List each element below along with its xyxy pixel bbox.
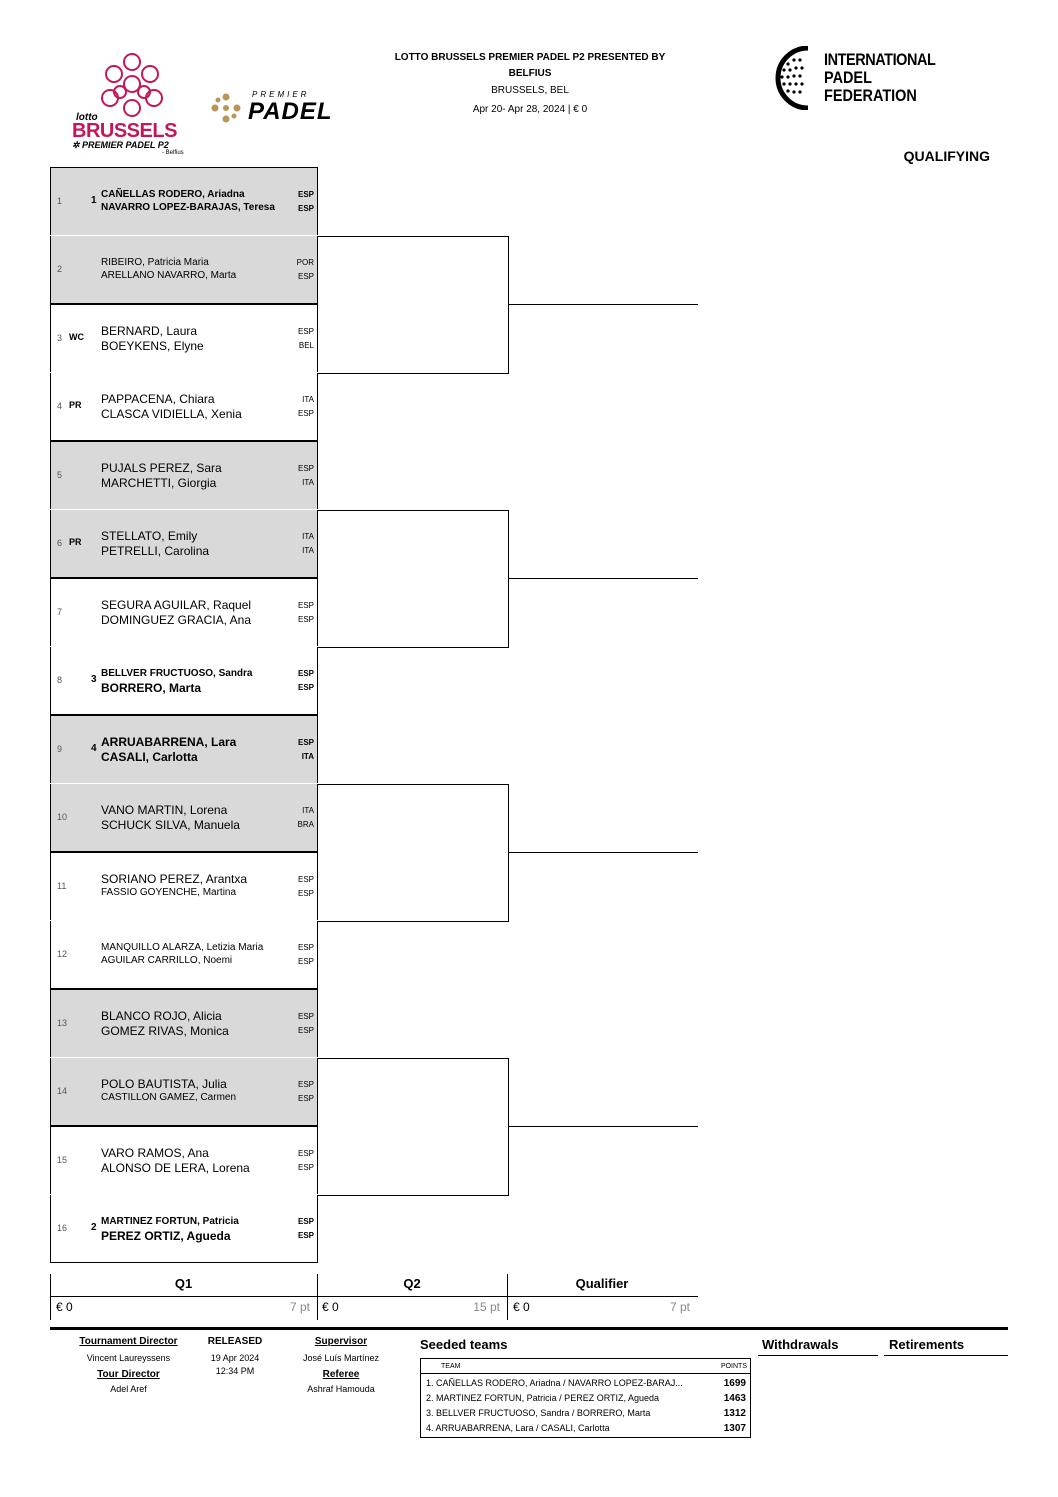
round-q1-points: 7 pt — [289, 1300, 310, 1314]
seeded-points: 1699 — [723, 1378, 746, 1389]
tour-director-label: Tour Director — [97, 1369, 160, 1380]
tournament-title-line2: BELFIUS — [508, 68, 552, 79]
player-name: MARCHETTI, Giorgia — [101, 476, 217, 490]
seed-number: 1 — [91, 195, 97, 206]
draw-slot — [50, 236, 318, 304]
player-name: RIBEIRO, Patricia Maria — [101, 256, 209, 268]
draw-slot — [50, 578, 318, 646]
player-name: PEREZ ORTIZ, Agueda — [101, 1228, 231, 1243]
brussels-logo-text-brussels: BRUSSELS — [72, 120, 177, 142]
player-name: MANQUILLO ALARZA, Letizia Maria — [101, 941, 264, 953]
player-country: ESP — [297, 942, 314, 952]
player-name: CASALI, Carlotta — [101, 750, 198, 764]
footer-divider — [50, 1327, 1008, 1330]
brussels-logo-text-belfius: - Belfius — [162, 150, 184, 156]
player-country: ESP — [297, 738, 314, 747]
seeded-team: 3. BELLVER FRUCTUOSO, Sandra / BORRERO, Marta — [426, 1408, 651, 1418]
seeded-team-col-header: TEAM — [441, 1363, 461, 1370]
player-name: GOMEZ RIVAS, Monica — [101, 1024, 229, 1038]
player-country: ESP — [297, 327, 314, 336]
player-name: NAVARRO LOPEZ-BARAJAS, Teresa — [101, 202, 275, 213]
player-country: BRA — [297, 819, 314, 829]
seeded-team: 4. ARRUABARRENA, Lara / CASALI, Carlotta — [426, 1423, 610, 1433]
round-q2-header: Q2 — [403, 1276, 421, 1291]
draw-position: 16 — [57, 1222, 68, 1233]
player-name: STELLATO, Emily — [101, 528, 198, 543]
seeded-points: 1312 — [723, 1408, 746, 1419]
released-label: RELEASED — [207, 1336, 263, 1347]
premier-padel-logo — [208, 88, 358, 128]
entry-type: PR — [69, 536, 82, 547]
seeded-team: 1. CAÑELLAS RODERO, Ariadna / NAVARRO LOPEZ-BARAJ... — [426, 1378, 683, 1388]
draw-slot — [50, 715, 318, 783]
entry-type: PR — [69, 399, 82, 410]
draw-position: 8 — [57, 674, 63, 685]
draw-slot — [50, 304, 318, 372]
player-name: SEGURA AGUILAR, Raquel — [101, 598, 252, 612]
player-name: BOEYKENS, Elyne — [101, 339, 204, 353]
draw-slot — [50, 784, 318, 852]
draw-slot — [50, 989, 318, 1057]
round-q2-prize: € 0 — [322, 1300, 339, 1314]
player-country: ESP — [297, 1079, 314, 1089]
referee-name: Ashraf Hamouda — [307, 1384, 375, 1394]
draw-position: 13 — [57, 1018, 68, 1028]
player-name: DOMINGUEZ GRACIA, Ana — [101, 613, 252, 627]
seed-number: 4 — [91, 743, 97, 754]
player-country: ITA — [302, 805, 314, 815]
entry-type: WC — [69, 332, 84, 342]
qualifier-line — [508, 304, 698, 305]
player-country: ESP — [297, 271, 314, 281]
player-name: SCHUCK SILVA, Manuela — [101, 817, 240, 832]
player-name: BLANCO ROJO, Alicia — [101, 1009, 222, 1023]
player-country: ESP — [297, 1216, 314, 1226]
brussels-logo — [70, 52, 200, 162]
player-name: VARO RAMOS, Ana — [101, 1146, 209, 1160]
qualifier-line — [508, 1126, 698, 1127]
round-qualifier-prize: € 0 — [513, 1300, 530, 1314]
draw-position: 6 — [57, 537, 63, 548]
q2-slot-line — [317, 647, 509, 648]
player-country: ESP — [297, 1012, 314, 1021]
seeded-points: 1463 — [723, 1393, 746, 1404]
player-name: AGUILAR CARRILLO, Noemi — [101, 954, 233, 966]
draw-stage-label: QUALIFYING — [903, 148, 990, 164]
player-country: BEL — [298, 341, 314, 350]
draw-position: 9 — [57, 744, 63, 754]
player-country: POR — [296, 257, 314, 267]
round-qualifier-points: 7 pt — [669, 1300, 690, 1314]
player-country: ESP — [297, 1026, 314, 1035]
player-country: ESP — [297, 464, 314, 473]
player-name: MARTINEZ FORTUN, Patricia — [101, 1215, 239, 1227]
withdrawals-title: Withdrawals — [762, 1337, 839, 1352]
draw-position: 4 — [57, 400, 63, 411]
retirements-title: Retirements — [889, 1337, 965, 1352]
ipf-ball-icon — [770, 46, 820, 110]
tournament-title-line1: LOTTO BRUSSELS PREMIER PADEL P2 PRESENTED BY — [394, 52, 666, 63]
ipf-logo — [770, 46, 940, 112]
q2-slot-line — [317, 510, 509, 511]
brussels-logo-text-premier: ✲ PREMIER PADEL P2 — [72, 140, 169, 150]
draw-slot — [50, 510, 318, 578]
draw-position: 1 — [57, 196, 63, 206]
player-name: PAPPACENA, Chiara — [101, 391, 215, 406]
player-name: PUJALS PEREZ, Sara — [101, 461, 222, 475]
player-name: CAÑELLAS RODERO, Ariadna — [101, 189, 245, 200]
q2-slot-line — [317, 1195, 509, 1196]
seeded-teams-table — [420, 1358, 751, 1438]
player-name: ARELLANO NAVARRO, Marta — [101, 269, 237, 281]
player-name: CASTILLON GAMEZ, Carmen — [101, 1091, 237, 1103]
player-name: POLO BAUTISTA, Julia — [101, 1076, 227, 1091]
draw-position: 5 — [57, 470, 63, 480]
player-country: ITA — [302, 394, 314, 404]
draw-slot — [50, 1058, 318, 1126]
player-country: ESP — [297, 668, 314, 678]
draw-slot — [50, 647, 318, 715]
draw-position: 11 — [57, 881, 67, 891]
draw-position: 14 — [57, 1085, 68, 1096]
player-country: ESP — [297, 1093, 314, 1103]
round-q2-points: 15 pt — [473, 1300, 500, 1314]
qualifier-line — [508, 578, 698, 579]
player-name: ARRUABARRENA, Lara — [101, 735, 237, 749]
q2-slot-line — [317, 1058, 509, 1059]
tournament-location: BRUSSELS, BEL — [491, 85, 569, 96]
player-name: SORIANO PEREZ, Arantxa — [101, 872, 248, 886]
player-country: ESP — [297, 408, 314, 418]
player-name: PETRELLI, Carolina — [101, 543, 210, 558]
premier-padel-big-text: PADEL — [248, 98, 333, 125]
seed-number: 3 — [91, 673, 97, 685]
draw-slot — [50, 921, 318, 989]
premier-padel-small-text: PREMIER — [252, 90, 310, 99]
player-name: FASSIO GOYENCHE, Martina — [101, 887, 237, 898]
draw-position: 2 — [57, 263, 63, 274]
player-name: BERNARD, Laura — [101, 324, 198, 338]
tournament-director-label: Tournament Director — [79, 1336, 178, 1347]
tour-director-name: Adel Aref — [110, 1384, 147, 1394]
tournament-director-name: Vincent Laureyssens — [86, 1353, 171, 1363]
ipf-text-line2: PADEL — [824, 68, 872, 87]
player-country: ESP — [297, 615, 314, 624]
player-country: ESP — [297, 1163, 314, 1172]
round-q1-prize: € 0 — [56, 1300, 73, 1314]
tournament-title — [360, 50, 700, 82]
player-name: CLASCA VIDIELLA, Xenia — [101, 406, 242, 421]
tournament-dates: Apr 20- Apr 28, 2024 | € 0 — [472, 104, 588, 115]
player-country: ITA — [302, 478, 314, 487]
player-country: ESP — [297, 682, 314, 692]
player-country: ESP — [297, 190, 314, 199]
player-name: BELLVER FRUCTUOSO, Sandra — [101, 667, 253, 679]
player-country: ESP — [297, 1230, 314, 1240]
q2-slot-line — [317, 373, 509, 374]
seeded-team: 2. MARTINEZ FORTUN, Patricia / PEREZ ORTIZ, Agueda — [426, 1393, 660, 1403]
supervisor-name: José Luís Martínez — [302, 1353, 380, 1363]
ipf-text-line1: INTERNATIONAL — [824, 50, 936, 69]
player-country: ITA — [301, 752, 314, 761]
seed-number: 2 — [91, 1221, 97, 1233]
q2-slot-line — [317, 921, 509, 922]
round-q1-header: Q1 — [174, 1276, 193, 1291]
released-date: 19 Apr 2024 — [210, 1353, 260, 1363]
draw-slot — [50, 1126, 318, 1194]
seeded-points: 1307 — [723, 1423, 746, 1434]
player-country: ESP — [297, 956, 314, 966]
supervisor-label: Supervisor — [314, 1336, 368, 1347]
player-country: ITA — [302, 545, 314, 555]
player-name: ALONSO DE LERA, Lorena — [101, 1161, 250, 1175]
player-name: BORRERO, Marta — [101, 680, 202, 695]
brussels-logo-text-lotto: lotto — [76, 112, 98, 123]
released-time: 12:34 PM — [215, 1366, 255, 1376]
q2-slot-line — [317, 784, 509, 785]
player-country: ESP — [297, 875, 314, 884]
draw-position: 3 — [57, 333, 63, 343]
draw-slot — [50, 167, 318, 235]
draw-slot — [50, 852, 318, 920]
draw-position: 12 — [57, 948, 68, 959]
draw-position: 15 — [57, 1155, 68, 1165]
player-country: ITA — [302, 531, 314, 541]
draw-slot — [50, 1195, 318, 1263]
qualifier-line — [508, 852, 698, 853]
player-name: VANO MARTIN, Lorena — [101, 802, 228, 817]
player-country: ESP — [297, 601, 314, 610]
draw-position: 7 — [57, 607, 63, 617]
draw-slot — [50, 373, 318, 441]
player-country: ESP — [297, 204, 314, 213]
player-country: ESP — [297, 889, 314, 898]
seeded-points-col-header: POINTS — [720, 1363, 747, 1370]
referee-label: Referee — [322, 1369, 360, 1380]
seeded-teams-title: Seeded teams — [420, 1337, 508, 1352]
premier-padel-flower-icon — [208, 90, 244, 126]
q2-slot-line — [317, 236, 509, 237]
ipf-text-line3: FEDERATION — [824, 86, 917, 105]
player-country: ESP — [297, 1149, 314, 1158]
round-qualifier-header: Qualifier — [575, 1276, 629, 1291]
draw-slot — [50, 441, 318, 509]
draw-position: 10 — [57, 811, 68, 822]
